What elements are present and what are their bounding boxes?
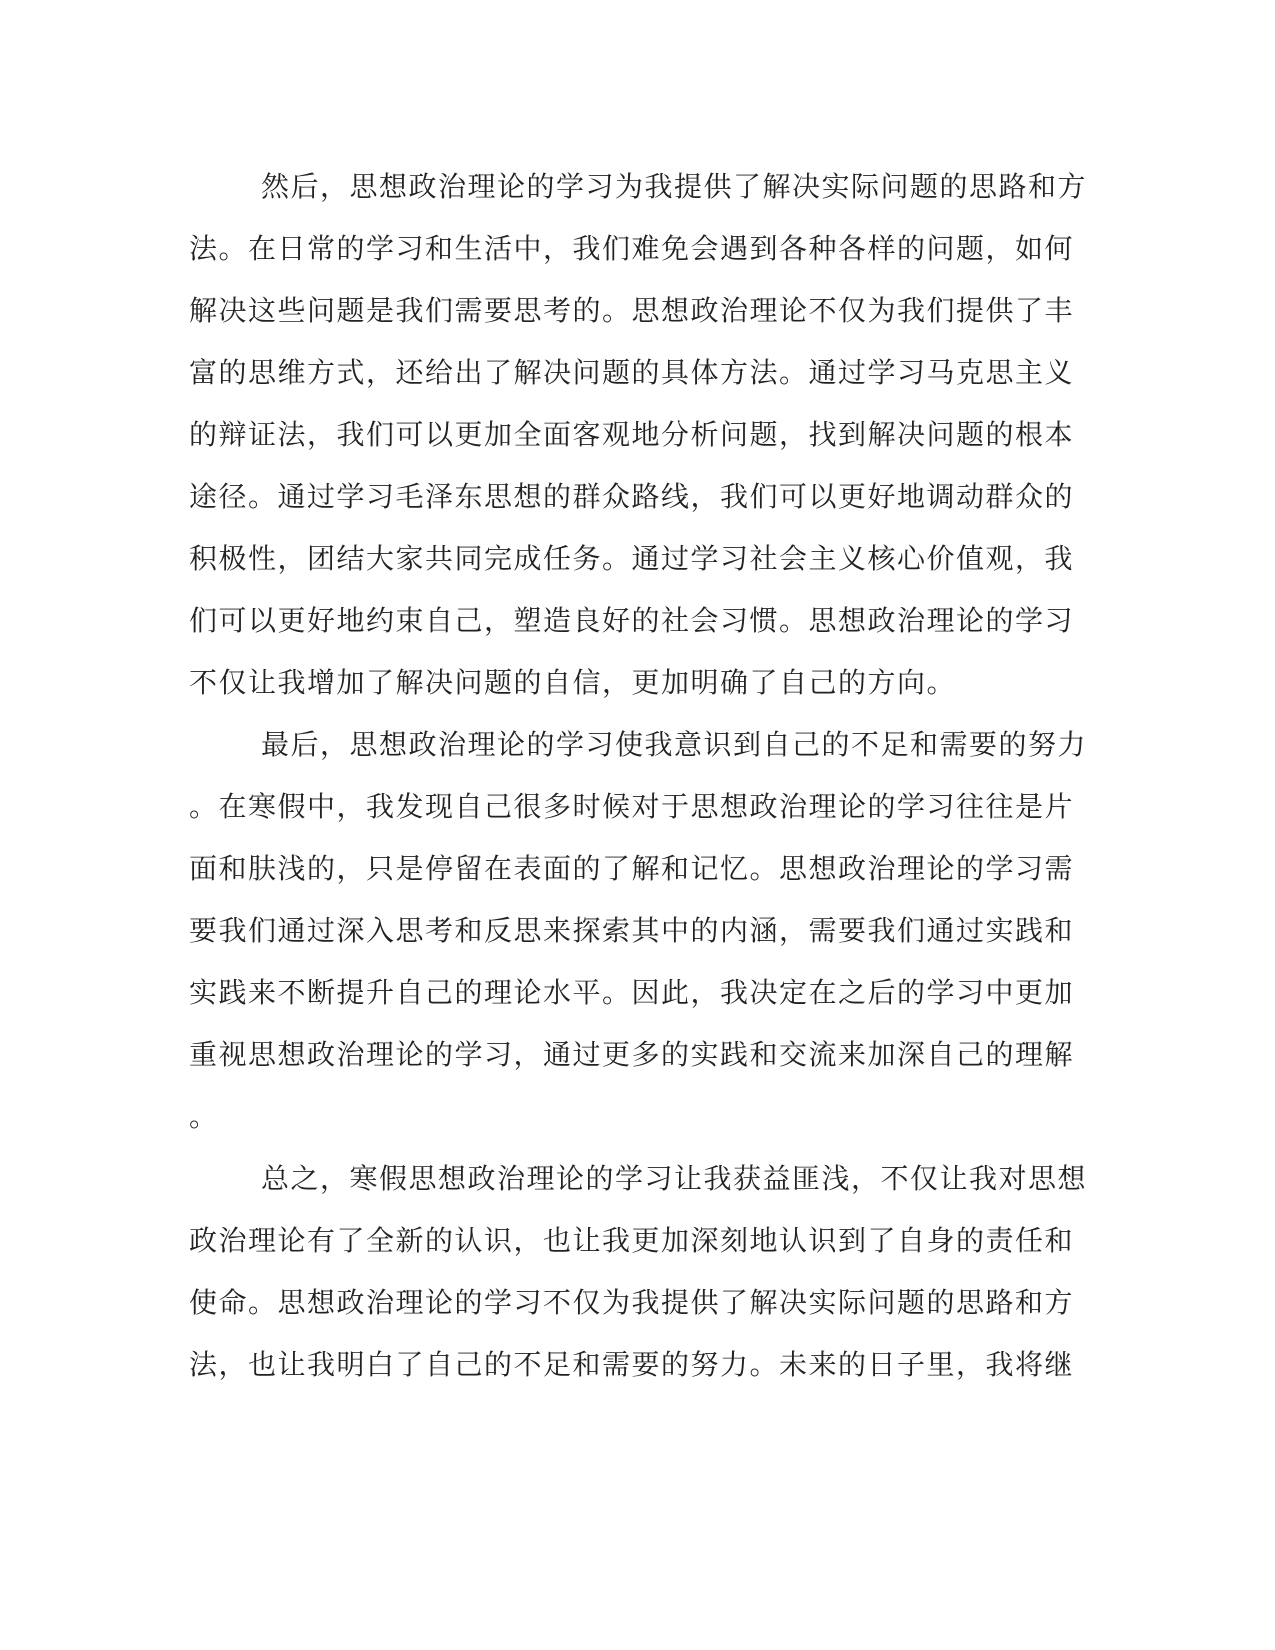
paragraph-line: 积极性，团结大家共同完成任务。通过学习社会主义核心价值观，我	[189, 542, 1075, 575]
paragraph-line: 面和肤浅的，只是停留在表面的了解和记忆。思想政治理论的学习需	[189, 852, 1075, 885]
paragraph-line: 。在寒假中，我发现自己很多时候对于思想政治理论的学习往往是片	[189, 790, 1075, 823]
paragraph-line: 总之，寒假思想政治理论的学习让我获益匪浅，不仅让我对思想	[261, 1162, 1088, 1195]
paragraph-line: 最后，思想政治理论的学习使我意识到自己的不足和需要的努力	[261, 728, 1088, 761]
paragraph-line: 要我们通过深入思考和反思来探索其中的内涵，需要我们通过实践和	[189, 914, 1075, 947]
paragraph-line: 的辩证法，我们可以更加全面客观地分析问题，找到解决问题的根本	[189, 418, 1075, 451]
paragraph-line: 法，也让我明白了自己的不足和需要的努力。未来的日子里，我将继	[189, 1348, 1075, 1381]
document-body	[189, 156, 1088, 1396]
paragraph	[189, 1148, 1088, 1396]
paragraph-line: 途径。通过学习毛泽东思想的群众路线，我们可以更好地调动群众的	[189, 480, 1075, 513]
paragraph-line: 解决这些问题是我们需要思考的。思想政治理论不仅为我们提供了丰	[189, 294, 1075, 327]
paragraph-line: 不仅让我增加了解决问题的自信，更加明确了自己的方向。	[189, 666, 957, 699]
paragraph-line: 富的思维方式，还给出了解决问题的具体方法。通过学习马克思主义	[189, 356, 1075, 389]
paragraph-line: 使命。思想政治理论的学习不仅为我提供了解决实际问题的思路和方	[189, 1286, 1075, 1319]
paragraph-line: 实践来不断提升自己的理论水平。因此，我决定在之后的学习中更加	[189, 976, 1075, 1009]
paragraph-line: 重视思想政治理论的学习，通过更多的实践和交流来加深自己的理解	[189, 1038, 1075, 1071]
paragraph-line: 。	[189, 1100, 219, 1133]
paragraph	[189, 156, 1088, 714]
paragraph-line: 然后，思想政治理论的学习为我提供了解决实际问题的思路和方	[261, 170, 1088, 203]
paragraph-line: 法。在日常的学习和生活中，我们难免会遇到各种各样的问题，如何	[189, 232, 1075, 265]
paragraph-line: 政治理论有了全新的认识，也让我更加深刻地认识到了自身的责任和	[189, 1224, 1075, 1257]
paragraph-line: 们可以更好地约束自己，塑造良好的社会习惯。思想政治理论的学习	[189, 604, 1075, 637]
paragraph	[189, 714, 1088, 1148]
